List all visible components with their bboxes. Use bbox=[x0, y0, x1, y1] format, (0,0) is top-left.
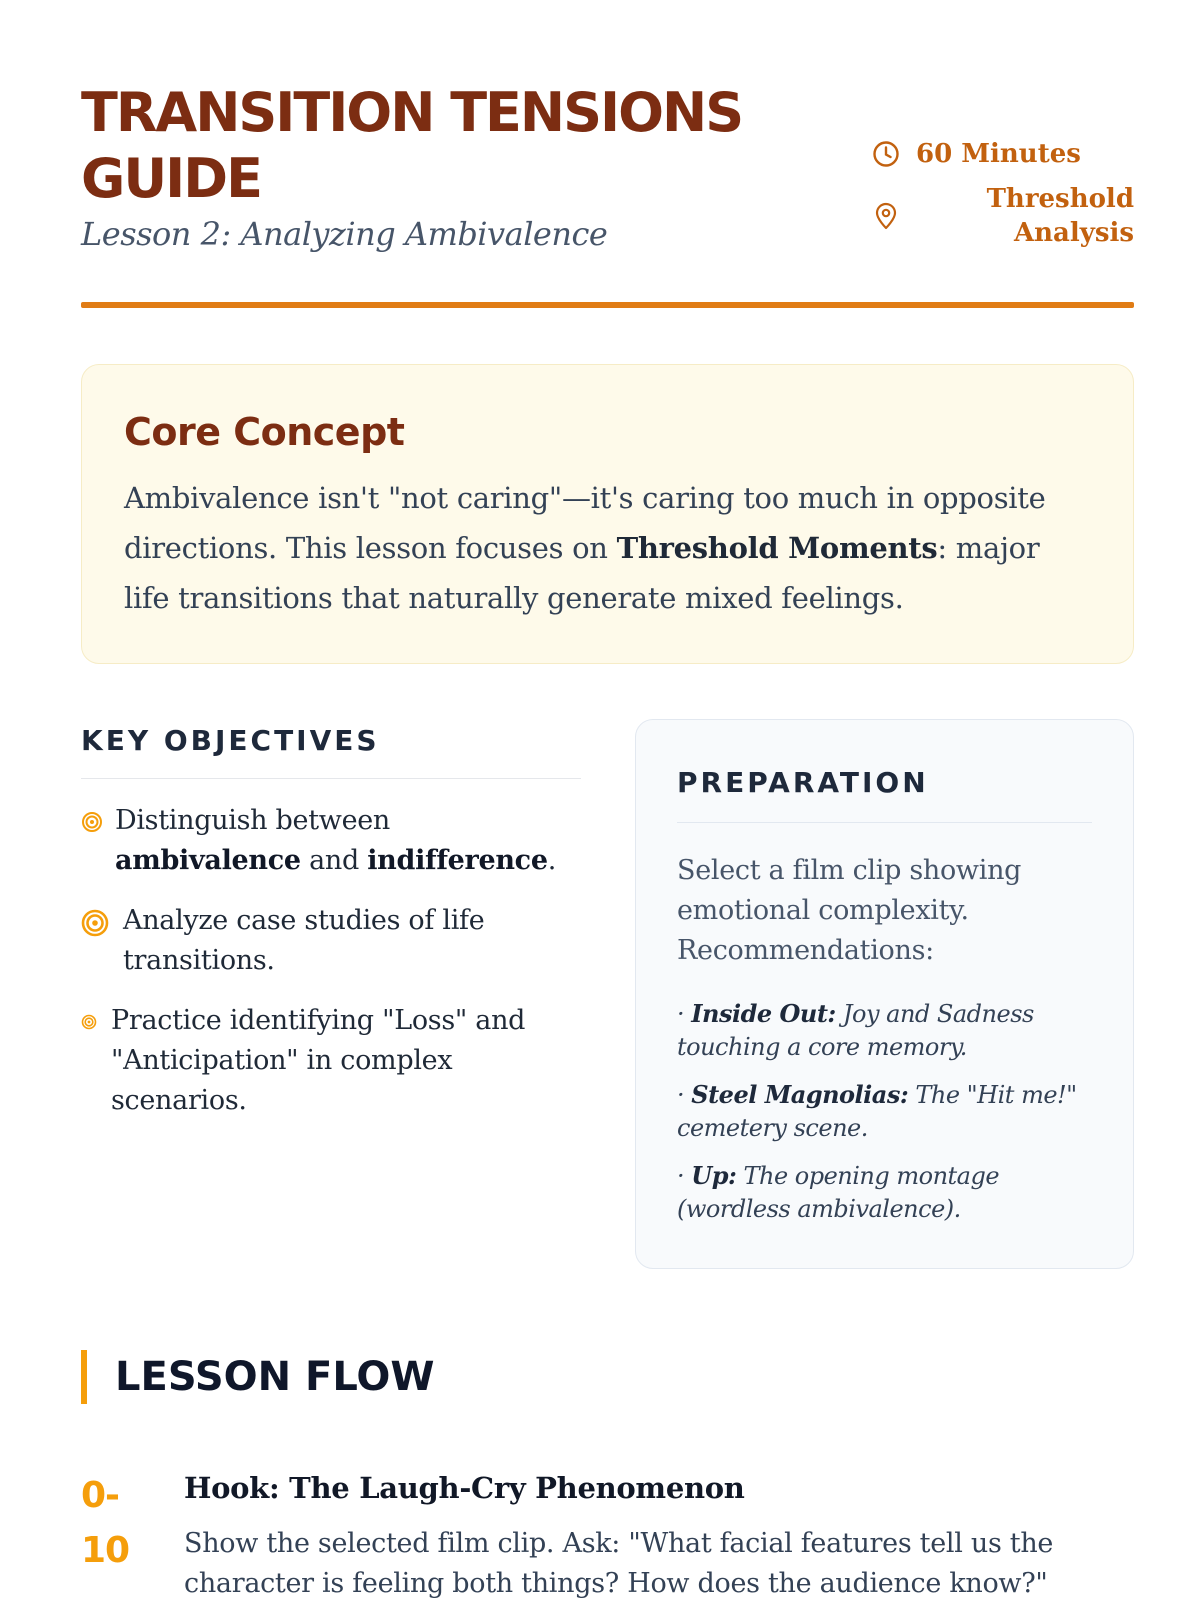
lesson-flow-heading: LESSON FLOW bbox=[81, 1350, 435, 1404]
step-description: Show the selected film clip. Ask: "What facial features tell us the character is feeling both things? How does the audience know?" bbox=[184, 1528, 1054, 1599]
target-icon bbox=[81, 811, 103, 833]
preparation-card bbox=[635, 719, 1134, 1269]
focus-row bbox=[872, 182, 1134, 250]
key-objectives bbox=[81, 720, 581, 1141]
step-time: 0-10 bbox=[81, 1475, 130, 1571]
film-recommendation bbox=[677, 997, 1092, 1064]
objective-bold: indifference bbox=[367, 845, 548, 876]
film-description: The opening montage (wordless ambivalence). bbox=[677, 1162, 1000, 1223]
objective-bold: ambivalence bbox=[115, 845, 301, 876]
header bbox=[81, 80, 1134, 310]
core-text-bold: Threshold Moments bbox=[616, 531, 938, 565]
objective-item bbox=[81, 901, 581, 981]
header-divider bbox=[81, 302, 1134, 308]
objective-text-part: and bbox=[300, 845, 368, 876]
clock-icon bbox=[872, 140, 900, 168]
film-recommendation bbox=[677, 1159, 1092, 1226]
film-description: Joy and Sadness touching a core memory. bbox=[677, 1000, 1034, 1061]
core-text-after: : major life transitions that naturally generate mixed feelings. bbox=[124, 531, 1040, 615]
lesson-flow-step bbox=[81, 1468, 1134, 1600]
core-concept-card bbox=[81, 364, 1134, 664]
objectives-heading: KEY OBJECTIVES bbox=[81, 720, 581, 779]
core-concept-text bbox=[124, 473, 1091, 623]
film-title: Steel Magnolias: bbox=[691, 1080, 909, 1109]
objective-text-part: . bbox=[547, 845, 556, 876]
target-icon bbox=[81, 1014, 97, 1030]
preparation-heading: PREPARATION bbox=[677, 762, 1092, 823]
bullet: · bbox=[677, 1000, 692, 1028]
duration-text: 60 Minutes bbox=[916, 139, 1081, 169]
target-icon bbox=[81, 909, 109, 937]
map-pin-icon bbox=[872, 202, 900, 230]
duration-row bbox=[872, 136, 1134, 172]
objective-text: Practice identifying "Loss" and "Anticipation" in complex scenarios. bbox=[111, 1005, 526, 1116]
film-description: The "Hit me!" cemetery scene. bbox=[677, 1081, 1077, 1142]
objective-text: Analyze case studies of life transitions. bbox=[123, 905, 485, 976]
bullet: · bbox=[677, 1081, 692, 1109]
core-concept-heading: Core Concept bbox=[124, 410, 405, 454]
objective-item bbox=[81, 1001, 581, 1121]
film-recommendation bbox=[677, 1078, 1092, 1145]
bullet: · bbox=[677, 1162, 692, 1190]
film-title: Up: bbox=[691, 1161, 737, 1190]
step-title: Hook: The Laugh-Cry Phenomenon bbox=[184, 1471, 745, 1505]
film-title: Inside Out: bbox=[691, 999, 836, 1028]
focus-text: Threshold Analysis bbox=[986, 184, 1134, 248]
lesson-meta bbox=[872, 136, 1134, 250]
preparation-intro: Select a film clip showing emotional complexity. Recommendations: bbox=[677, 855, 1022, 966]
objective-text bbox=[115, 801, 581, 881]
step-body bbox=[184, 1468, 1134, 1600]
lesson-subtitle: Lesson 2: Analyzing Ambivalence bbox=[81, 215, 608, 253]
objective-item bbox=[81, 801, 581, 881]
core-text-before: Ambivalence isn't "not caring"—it's caring too much in opposite directions. This lesson focuses on bbox=[124, 481, 1046, 565]
page-title: TRANSITION TENSIONS GUIDE bbox=[81, 81, 743, 210]
objective-text-part: Distinguish between bbox=[115, 805, 391, 836]
film-recommendations bbox=[677, 997, 1092, 1226]
objectives-list bbox=[81, 801, 581, 1121]
